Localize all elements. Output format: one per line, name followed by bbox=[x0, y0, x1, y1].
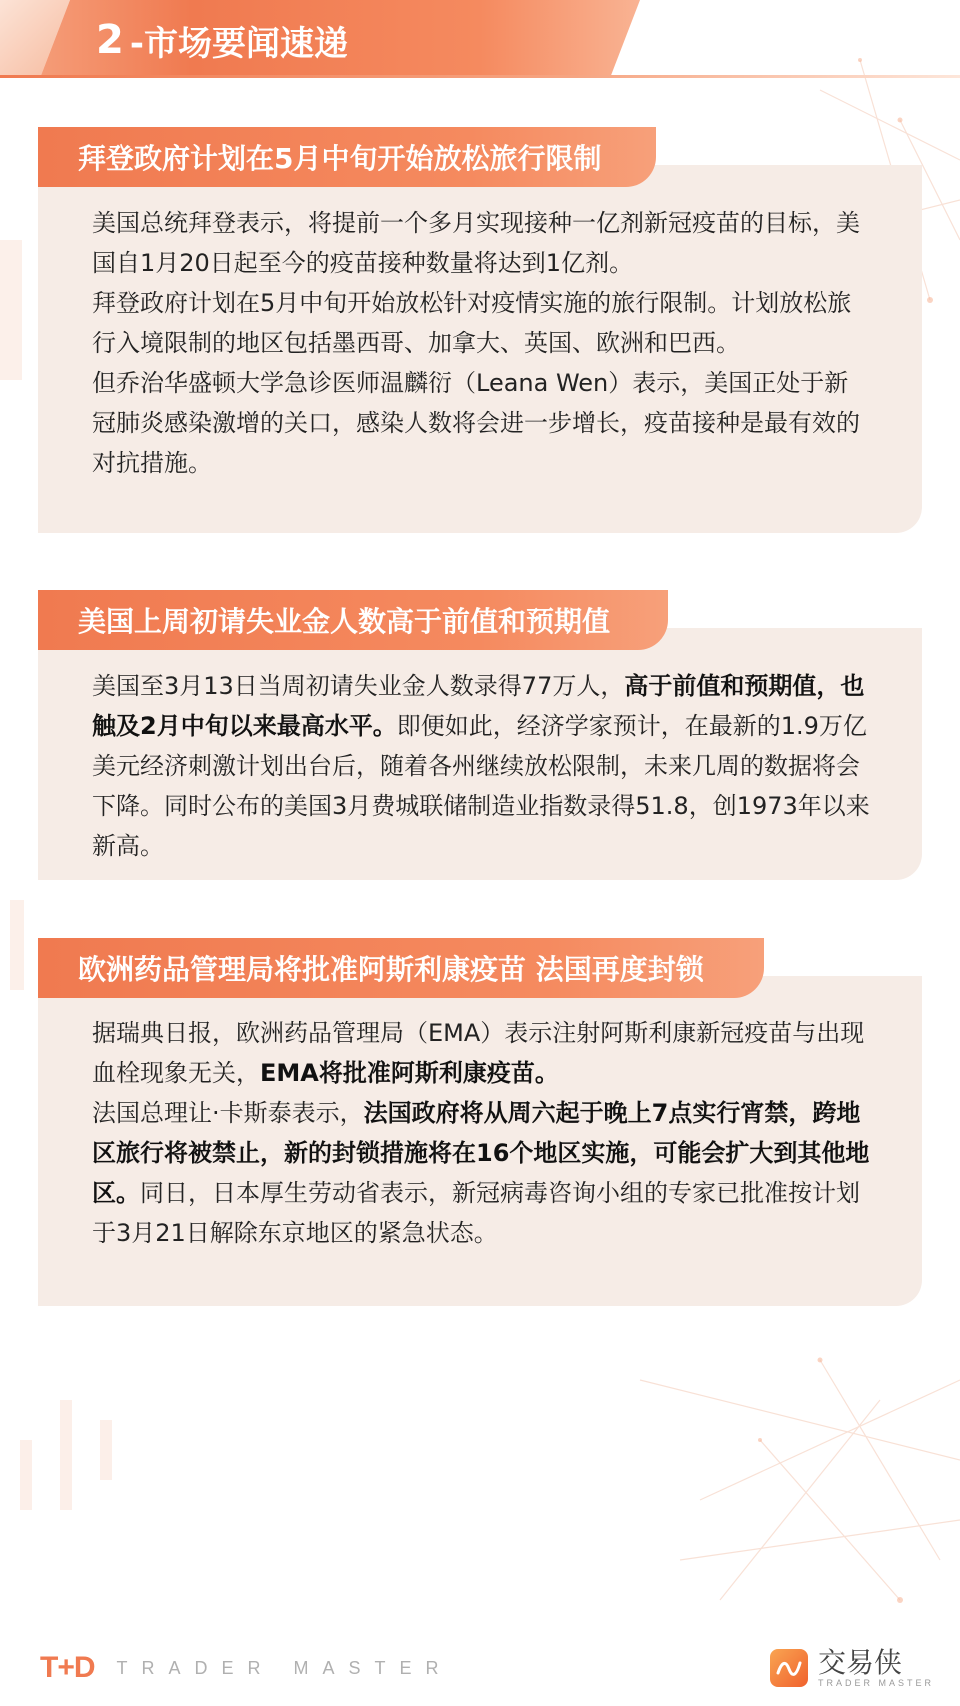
body-text: 美国总统拜登表示，将提前一个多月实现接种一亿剂新冠疫苗的目标，美国自1月20日起至今的疫苗接种数量将达到1亿剂。 bbox=[92, 209, 860, 277]
highlight-text: 法国政府将从周六起于晚上7点实行宵禁，跨地区旅行将被禁止，新的封锁措施将在16个地区实施，可能会扩大到其他地区。 bbox=[92, 1099, 870, 1207]
brand-subtitle: TRADER MASTER bbox=[818, 1678, 935, 1688]
highlight-text: 高于前值和预期值，也触及2月中旬以来最高水平。 bbox=[92, 672, 865, 740]
body-text: 但乔治华盛顿大学急诊医师温麟衍（Leana Wen）表示，美国正处于新冠肺炎感染激增的关口，感染人数将会进一步增长，疫苗接种是最有效的对抗措施。 bbox=[92, 369, 860, 477]
news-paragraph bbox=[92, 283, 872, 363]
news-paragraph bbox=[92, 1093, 872, 1253]
news-body bbox=[92, 1013, 872, 1253]
news-paragraph bbox=[92, 666, 872, 866]
body-text: 同日，日本厚生劳动省表示，新冠病毒咨询小组的专家已批准按计划于3月21日解除东京地区的紧急状态。 bbox=[92, 1179, 860, 1247]
td-logo bbox=[40, 1650, 453, 1686]
news-card-title bbox=[38, 127, 656, 187]
news-paragraph bbox=[92, 203, 872, 283]
header-divider bbox=[0, 75, 960, 78]
brand-name: 交易侠 bbox=[818, 1646, 903, 1679]
chart-line-icon bbox=[770, 1649, 808, 1687]
page-title bbox=[96, 12, 348, 68]
section-title: -市场要闻速递 bbox=[129, 23, 348, 64]
news-body bbox=[92, 666, 872, 866]
news-body bbox=[92, 203, 872, 483]
news-title-text: 美国上周初请失业金人数高于前值和预期值 bbox=[78, 605, 611, 638]
news-paragraph bbox=[92, 363, 872, 483]
news-card-title bbox=[38, 938, 764, 998]
brand-logo bbox=[770, 1640, 934, 1696]
body-text: 法国总理让·卡斯泰表示， bbox=[92, 1099, 364, 1127]
section-number: 2 bbox=[96, 17, 124, 63]
news-title-text: 欧洲药品管理局将批准阿斯利康疫苗 法国再度封锁 bbox=[78, 953, 704, 986]
td-mark: T+D bbox=[40, 1651, 95, 1684]
news-card-title bbox=[38, 590, 668, 650]
body-text: 据瑞典日报，欧洲药品管理局（EMA）表示注射阿斯利康新冠疫苗与出现血栓现象无关， bbox=[92, 1019, 865, 1087]
body-text: 美国至3月13日当周初请失业金人数录得77万人， bbox=[92, 672, 625, 700]
body-text: 拜登政府计划在5月中旬开始放松针对疫情实施的旅行限制。计划放松旅行入境限制的地区包括墨西哥、加拿大、英国、欧洲和巴西。 bbox=[92, 289, 852, 357]
body-text: 即便如此，经济学家预计，在最新的1.9万亿美元经济刺激计划出台后，随着各州继续放松限制，未来几周的数据将会下降。同时公布的美国3月费城联储制造业指数录得51.8，创1973年以来新高。 bbox=[92, 712, 870, 860]
highlight-text: EMA将批准阿斯利康疫苗。 bbox=[260, 1059, 559, 1087]
news-paragraph bbox=[92, 1013, 872, 1093]
news-title-text: 拜登政府计划在5月中旬开始放松旅行限制 bbox=[78, 142, 602, 175]
td-wordmark: TRADER MASTER bbox=[116, 1657, 453, 1678]
